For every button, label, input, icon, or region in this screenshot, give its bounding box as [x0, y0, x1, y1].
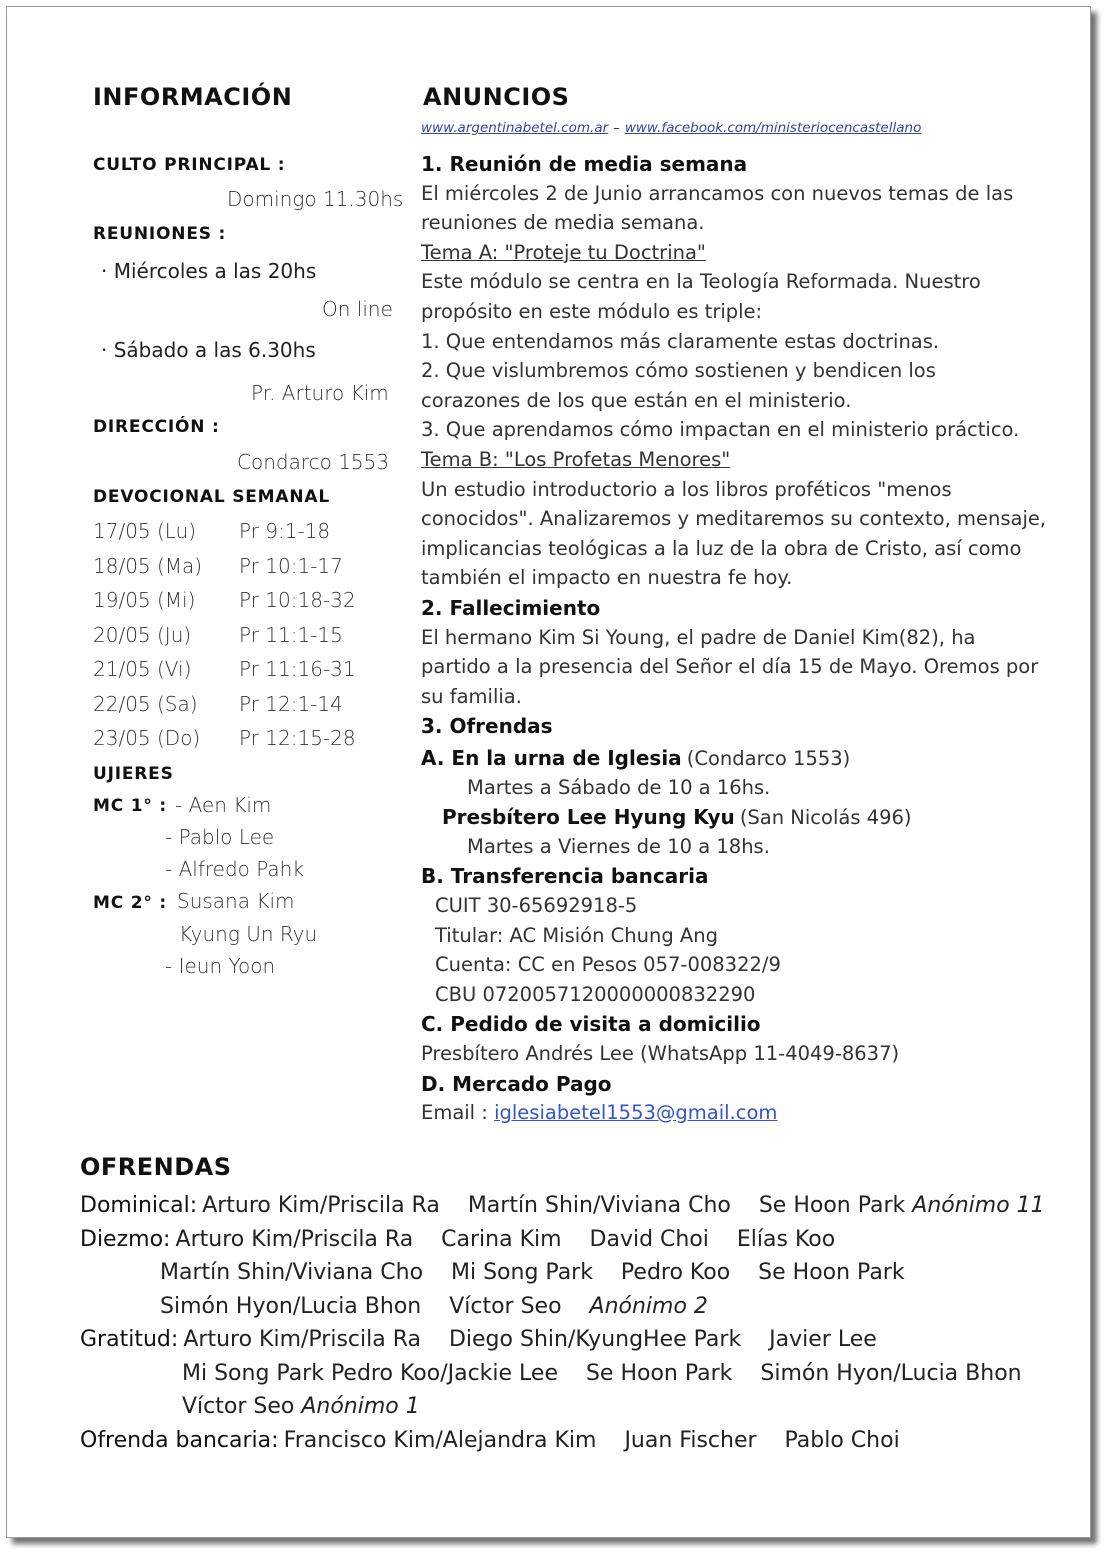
devocional-date: 20/05 (Ju) [93, 622, 192, 647]
mc2-usher: Susana Kim [177, 889, 295, 913]
presbitero-name: Presbítero Lee Hyung Kyu [442, 805, 735, 829]
mc2-usher: Kyung Un Ryu [179, 922, 318, 946]
devocional-reference: Pr 12:1-14 [239, 691, 343, 716]
announcement-text: propósito en este módulo es triple: [421, 300, 763, 323]
mc2-label: MC 2° : [93, 893, 167, 913]
announcement-text: Este módulo se centra en la Teología Reformada. Nuestro [421, 270, 981, 294]
announcement-heading: 3. Ofrendas [421, 714, 553, 739]
bulletin-page [6, 6, 1091, 1538]
reuniones-label: REUNIONES : [93, 224, 227, 244]
diezmo-names-line3 [160, 1294, 708, 1319]
announcement-text: implicancias teológicas a la luz de la obra de Cristo, así como [421, 536, 1022, 560]
dominical-names: Arturo Kim/Priscila Ra Martín Shin/Viviana Cho Se Hoon Park [202, 1193, 913, 1218]
devocional-reference: Pr 11:1-15 [239, 622, 343, 647]
mc1-usher: - Alfredo Pahk [165, 857, 304, 881]
website-link[interactable]: www.argentinabetel.com.ar [421, 120, 609, 136]
devocional-date: 18/05 (Ma) [93, 553, 203, 578]
gratitud-names: Arturo Kim/Priscila Ra Diego Shin/KyungHee Park Javier Lee [183, 1327, 877, 1352]
announcement-text: también el impacto en nuestra fe hoy. [421, 566, 793, 590]
ofrenda-bancaria [80, 1428, 900, 1453]
culto-value: Domingo 11.30hs [227, 187, 404, 211]
direccion-value: Condarco 1553 [237, 450, 390, 474]
announcement-text: reuniones de media semana. [421, 211, 705, 235]
visita-label: C. Pedido de visita a domicilio [421, 1012, 761, 1036]
dominical-anon: Anónimo 11 [912, 1193, 1045, 1218]
devocional-date: 17/05 (Lu) [93, 519, 197, 543]
link-separator: – [613, 121, 620, 136]
announcement-heading: 1. Reunión de media semana [421, 152, 748, 176]
anuncios-links [421, 117, 921, 136]
dominical-label: Dominical: [80, 1193, 198, 1218]
mc1-usher: - Pablo Lee [165, 825, 275, 849]
devocional-label: DEVOCIONAL SEMANAL [93, 487, 330, 507]
ofrenda-presbitero [442, 805, 912, 829]
devocional-date: 19/05 (Mi) [93, 588, 196, 612]
bank-cuit: CUIT 30-65692918-5 [435, 894, 638, 917]
devocional-date: 23/05 (Do) [93, 726, 201, 750]
announcement-text: partido a la presencia del Señor el día 15 de Mayo. Oremos por [421, 655, 1039, 679]
bank-cuenta: Cuenta: CC en Pesos 057-008322/9 [435, 953, 781, 976]
ofrenda-dominical [80, 1193, 1045, 1218]
presbitero-place: (San Nicolás 496) [739, 806, 912, 829]
ofrenda-urna-label: A. En la urna de Iglesia [421, 746, 682, 770]
gratitud-names: Víctor Seo [182, 1394, 302, 1419]
diezmo-names: Arturo Kim/Priscila Ra Carina Kim David Choi Elías Koo [175, 1227, 836, 1252]
reunion-saturday-leader: Pr. Arturo Kim [251, 381, 389, 405]
devocional-reference: Pr 11:16-31 [239, 657, 356, 681]
devocional-reference: Pr 9:1-18 [239, 519, 331, 543]
transferencia-label: B. Transferencia bancaria [421, 864, 709, 888]
announcement-text: El miércoles 2 de Junio arrancamos con nuevos temas de las [421, 181, 1014, 205]
announcement-text: Tema A: "Proteje tu Doctrina" [421, 240, 706, 264]
devocional-reference: Pr 10:1-17 [239, 553, 343, 578]
diezmo-names: Simón Hyon/Lucia Bhon Víctor Seo [160, 1294, 590, 1319]
gratitud-names-line3 [182, 1394, 420, 1419]
announcement-text: corazones de los que están en el ministerio. [421, 388, 852, 412]
ofrenda-urna-hours: Martes a Sábado de 10 a 16hs. [467, 776, 771, 799]
bank-titular: Titular: AC Misión Chung Ang [435, 924, 719, 947]
direccion-label: DIRECCIÓN : [93, 417, 220, 437]
anuncios-title: ANUNCIOS [423, 83, 570, 111]
gratitud-anon: Anónimo 1 [301, 1394, 420, 1419]
bank-cbu: CBU 0720057120000000832290 [435, 983, 756, 1006]
ofrenda-gratitud [80, 1327, 877, 1352]
announcement-text: conocidos". Analizaremos y meditaremos su contexto, mensaje, [421, 507, 1047, 531]
presbitero-hours: Martes a Viernes de 10 a 18hs. [467, 835, 770, 858]
ujieres-label: UJIERES [93, 764, 174, 784]
diezmo-label: Diezmo: [80, 1227, 171, 1252]
email-line [421, 1101, 777, 1124]
announcement-text: 3. Que aprendamos cómo impactan en el ministerio práctico. [421, 418, 1020, 442]
devocional-date: 21/05 (Vi) [93, 657, 192, 681]
culto-label: CULTO PRINCIPAL : [93, 155, 286, 175]
ofrenda-diezmo [80, 1227, 835, 1252]
visita-contact: Presbítero Andrés Lee (WhatsApp 11-4049-8637) [421, 1042, 900, 1065]
devocional-reference: Pr 12:15-28 [239, 726, 356, 750]
mc1-label: MC 1° : [93, 796, 167, 816]
ofrendas-title: OFRENDAS [80, 1153, 232, 1181]
announcement-text: Tema B: "Los Profetas Menores" [421, 448, 731, 471]
announcement-text: 2. Que vislumbremos cómo sostienen y bendicen los [421, 359, 936, 383]
mc1-usher: - Aen Kim [175, 793, 272, 817]
reunion-wednesday-mode: On line [322, 297, 393, 321]
bancaria-names: Francisco Kim/Alejandra Kim Juan Fischer Pablo Choi [283, 1428, 900, 1453]
reunion-wednesday: · Miércoles a las 20hs [101, 259, 317, 283]
devocional-date: 22/05 (Sa) [93, 691, 198, 716]
mc2-usher: - Ieun Yoon [165, 954, 276, 978]
bancaria-label: Ofrenda bancaria: [80, 1428, 279, 1453]
diezmo-names: Martín Shin/Viviana Cho Mi Song Park Pedro Koo Se Hoon Park [160, 1260, 905, 1285]
email-link[interactable]: iglesiabetel1553@gmail.com [494, 1101, 778, 1124]
reunion-saturday: · Sábado a las 6.30hs [101, 338, 316, 362]
announcement-text: Un estudio introductorio a los libros proféticos "menos [421, 477, 952, 501]
gratitud-label: Gratitud: [80, 1327, 179, 1352]
facebook-link[interactable]: www.facebook.com/ministeriocencastellano [624, 120, 922, 136]
announcement-text: su familia. [421, 684, 522, 708]
devocional-reference: Pr 10:18-32 [239, 588, 356, 612]
email-label: Email : [421, 1101, 495, 1124]
mercado-pago-label: D. Mercado Pago [421, 1072, 612, 1096]
announcement-heading: 2. Fallecimiento [421, 596, 601, 620]
info-title: INFORMACIÓN [93, 83, 293, 111]
announcement-text: 1. Que entendamos más claramente estas doctrinas. [421, 329, 940, 353]
announcement-text: El hermano Kim Si Young, el padre de Daniel Kim(82), ha [421, 625, 976, 649]
gratitud-names: Mi Song Park Pedro Koo/Jackie Lee Se Hoon Park Simón Hyon/Lucia Bhon [182, 1361, 1022, 1386]
diezmo-anon: Anónimo 2 [589, 1294, 708, 1319]
ofrenda-urna-place: (Condarco 1553) [686, 747, 851, 770]
ofrenda-urna [421, 746, 850, 770]
